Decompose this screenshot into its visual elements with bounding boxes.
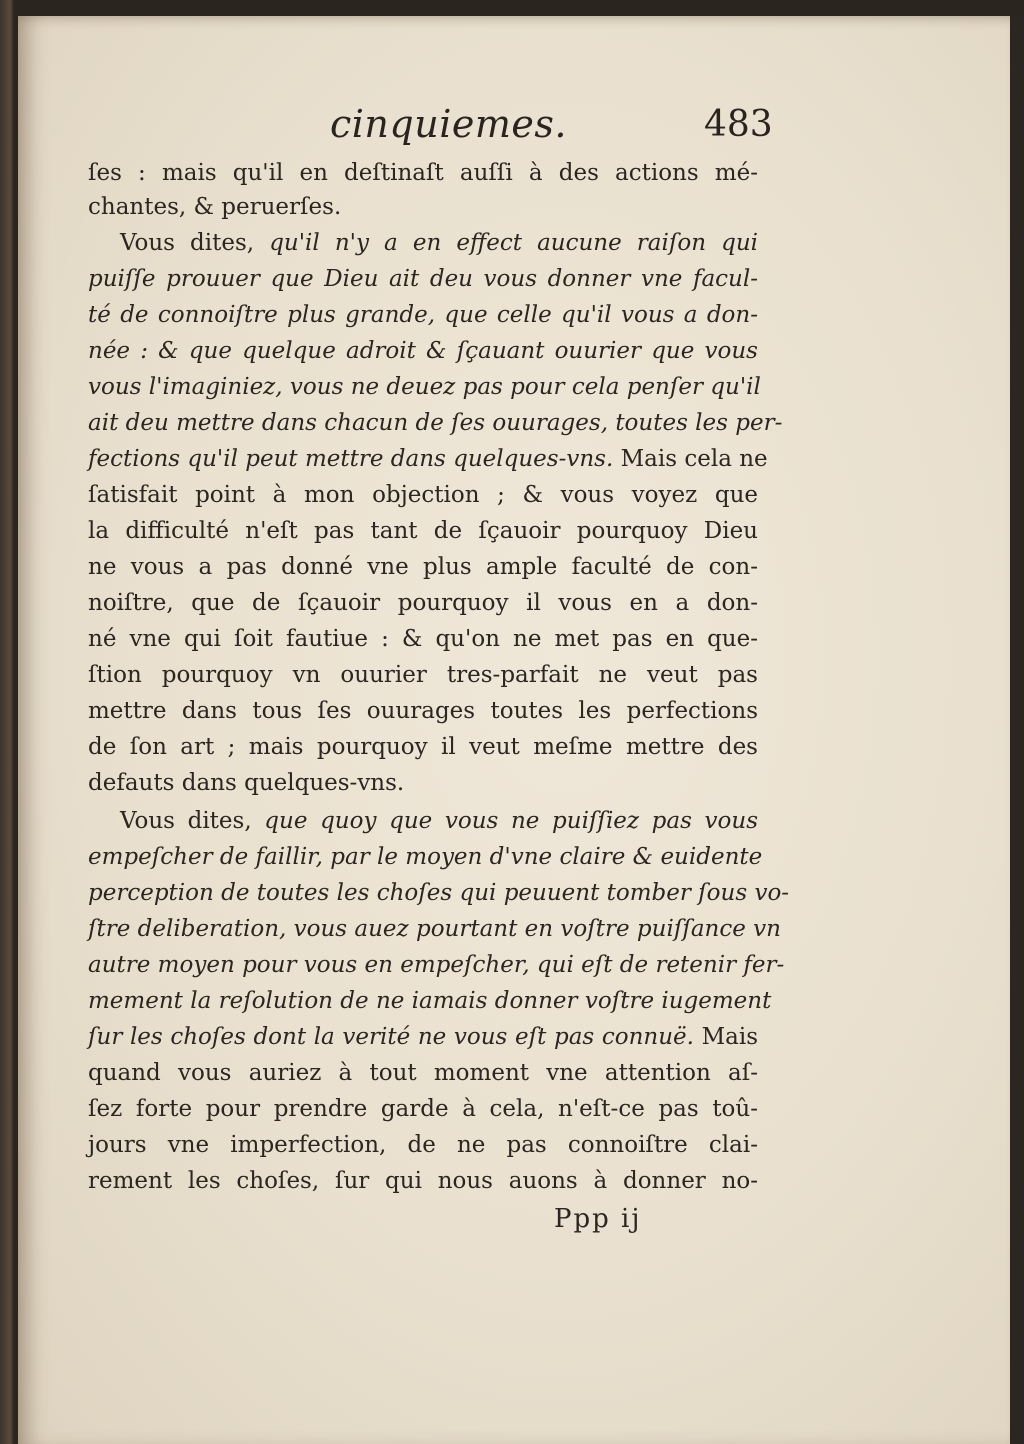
text-line-16: mettre dans tous ſes ouurages toutes les perfections	[88, 698, 758, 724]
text-line-13: noiſtre, que de ſçauoir pourquoy il vous en a don-	[88, 590, 758, 616]
running-head-title: cinquiemes.	[330, 102, 567, 146]
text-line-18: defauts dans quelques-vns.	[88, 770, 405, 796]
text-line-28: jours vne imperfection, de ne pas connoiſtre clai-	[88, 1132, 758, 1158]
text-line-3	[88, 226, 758, 260]
text-line-25	[88, 1020, 758, 1054]
text-line-25-italic: ſur les choſes dont la verité ne vous eſt pas connuë.	[88, 1024, 694, 1050]
text-line-9	[88, 442, 768, 476]
text-line-1: ſes : mais qu'il en deſtinaſt auſſi à des actions mé-	[88, 160, 758, 186]
text-line-17: de ſon art ; mais pourquoy il veut meſme mettre des	[88, 734, 758, 760]
text-line-24: mement la reſolution de ne iamais donner voſtre iugement	[88, 988, 772, 1014]
text-line-14: né vne qui ſoit fautiue : & qu'on ne met pas en que-	[88, 626, 758, 652]
text-line-19-roman: Vous dites,	[120, 808, 252, 834]
text-line-19-italic: que quoy que vous ne puiſſiez pas vous	[264, 808, 758, 834]
text-line-21: perception de toutes les choſes qui peuuent tomber ſous vo-	[88, 880, 790, 906]
text-line-25-roman: Mais	[701, 1024, 758, 1050]
text-line-19	[88, 804, 758, 838]
text-line-6: née : & que quelque adroit & ſçauant ouurier que vous	[88, 338, 758, 364]
text-line-27: ſez forte pour prendre garde à cela, n'eſt-ce pas toû-	[88, 1096, 758, 1122]
text-line-3-italic: qu'il n'y a en effect aucune raiſon qui	[269, 230, 758, 256]
text-line-9-italic: fections qu'il peut mettre dans quelques-vns.	[88, 446, 614, 472]
text-line-4: puiſſe prouuer que Dieu ait deu vous donner vne facul-	[88, 266, 758, 292]
text-line-15: ſtion pourquoy vn ouurier tres-parfait ne veut pas	[88, 662, 758, 688]
text-line-8: ait deu mettre dans chacun de ſes ouurages, toutes les per-	[88, 410, 783, 436]
text-line-12: ne vous a pas donné vne plus ample faculté de con-	[88, 554, 758, 580]
text-line-7: vous l'imaginiez, vous ne deuez pas pour cela penſer qu'il	[88, 374, 761, 400]
signature-mark: Ppp ij	[554, 1204, 642, 1234]
text-line-23: autre moyen pour vous en empeſcher, qui eſt de retenir fer-	[88, 952, 785, 978]
text-line-10: ſatisfait point à mon objection ; & vous voyez que	[88, 482, 758, 508]
text-line-9-roman: Mais cela ne	[620, 446, 768, 472]
text-line-2: chantes, & peruerſes.	[88, 194, 342, 220]
page-number: 483	[704, 104, 773, 145]
text-line-22: ſtre deliberation, vous auez pourtant en voſtre puiſſance vn	[88, 916, 781, 942]
book-page	[18, 16, 1010, 1444]
text-line-5: té de connoiſtre plus grande, que celle qu'il vous a don-	[88, 302, 758, 328]
text-line-29: rement les choſes, ſur qui nous auons à donner no-	[88, 1168, 758, 1194]
text-line-20: empeſcher de faillir, par le moyen d'vne claire & euidente	[88, 844, 763, 870]
text-line-11: la difficulté n'eſt pas tant de ſçauoir pourquoy Dieu	[88, 518, 758, 544]
text-line-26: quand vous auriez à tout moment vne attention aſ-	[88, 1060, 758, 1086]
text-line-3-roman: Vous dites,	[120, 230, 255, 256]
